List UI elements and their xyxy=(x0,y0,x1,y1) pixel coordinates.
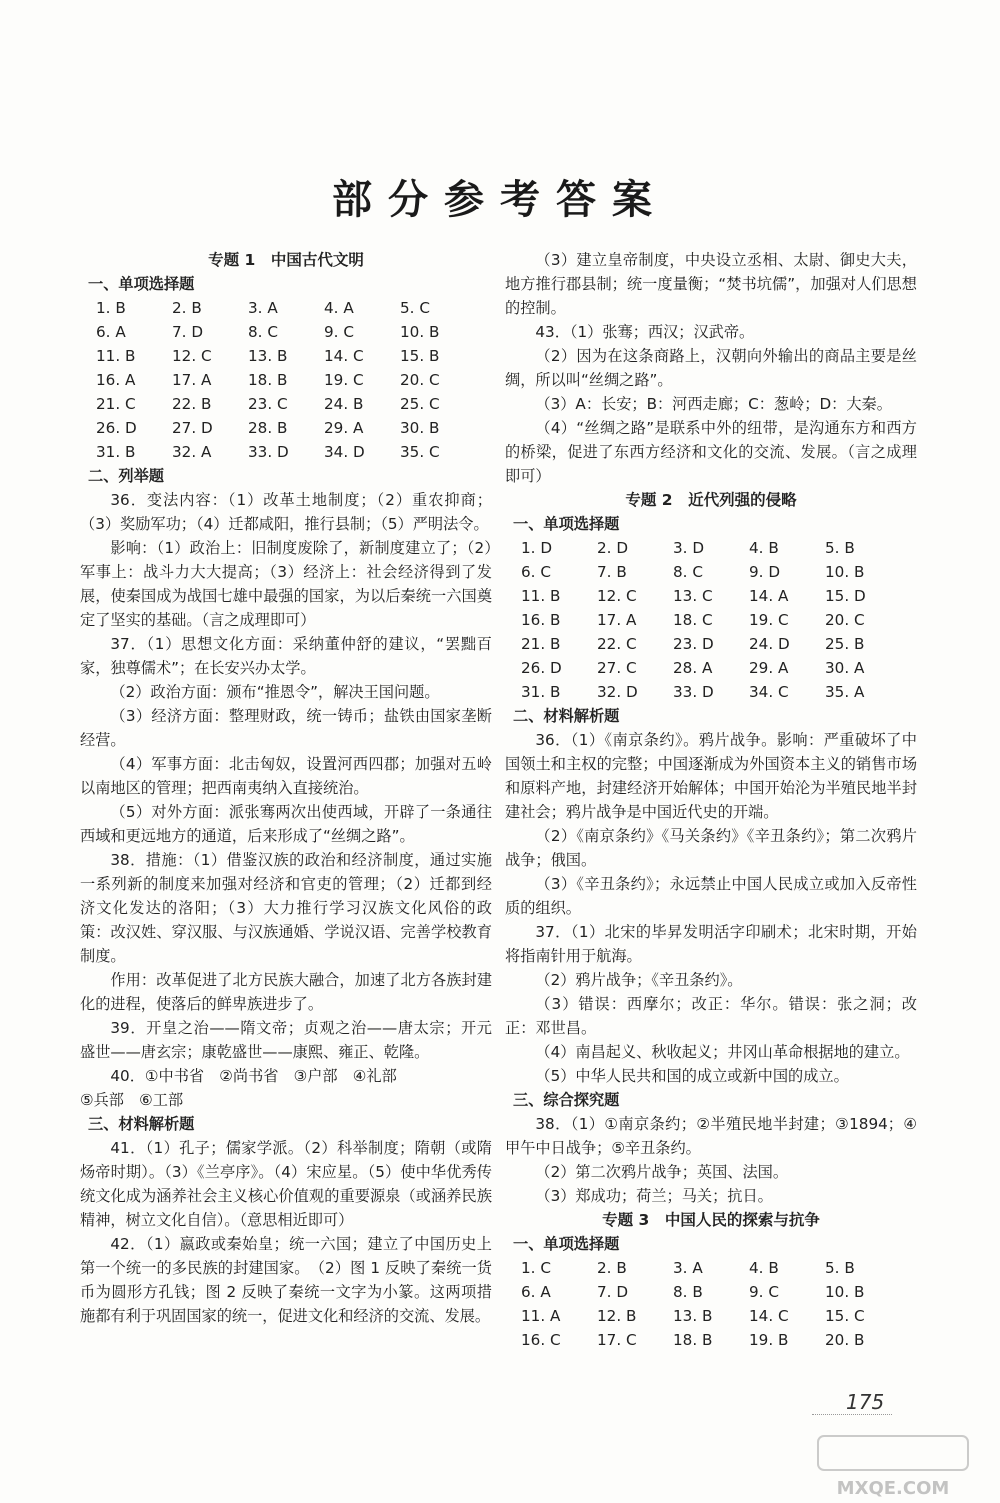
watermark-logo xyxy=(808,1430,978,1502)
answer-row xyxy=(80,320,492,344)
answer-cell: 3. D xyxy=(673,539,705,557)
answer-paragraph: （3）错误：西摩尔；改正：华尔。错误：张之洞；改正：邓世昌。 xyxy=(505,995,917,1037)
page-title: 部分参考答案 xyxy=(332,177,668,223)
answer-paragraph: 36．变法内容：（1）改革土地制度；（2）重农抑商；（3）奖励军功；（4）迁都咸阳，推行县制；（5）严明法令。 xyxy=(80,491,492,533)
section-title-3: 专题 3 中国人民的探索与抗争 xyxy=(602,1211,820,1229)
answer-cell: 7. B xyxy=(597,563,627,581)
answer-cell: 6. A xyxy=(96,323,126,341)
answer-paragraph: 影响：（1）政治上：旧制度废除了，新制度建立了；（2）军事上：战斗力大大提高；（3）经济上：社会经济得到了发展，使秦国成为战国七雄中最强的国家，为以后秦统一六国奠定了坚实的基础。（言之成理即可） xyxy=(80,539,492,629)
answer-paragraph: 41．（1）孔子；儒家学派。（2）科举制度；隋朝（或隋炀帝时期）。（3）《兰亭序》。（4）宋应星。（5）使中华优秀传统文化成为涵养社会主义核心价值观的重要源泉（或涵养民族精神，树立文化自信）。（意思相近即可） xyxy=(80,1139,492,1229)
answer-paragraph: 作用：改革促进了北方民族大融合，加速了北方各族封建化的进程，使落后的鲜卑族进步了。 xyxy=(80,971,492,1013)
answer-cell: 33. D xyxy=(673,683,714,701)
answer-cell: 10. B xyxy=(400,323,440,341)
answer-paragraph: （2）《南京条约》《马关条约》《辛丑条约》；第二次鸦片战争；俄国。 xyxy=(505,827,917,869)
answer-cell: 21. C xyxy=(96,395,136,413)
answer-cell: 11. B xyxy=(96,347,136,365)
answer-cell: 12. B xyxy=(597,1307,637,1325)
section-title-1: 专题 1 中国古代文明 xyxy=(208,251,364,269)
answer-cell: 26. D xyxy=(521,659,562,677)
answer-paragraph: （2）第二次鸦片战争；英国、法国。 xyxy=(535,1163,789,1181)
answer-cell: 7. D xyxy=(597,1283,629,1301)
answer-cell: 6. C xyxy=(521,563,551,581)
answer-cell: 4. A xyxy=(324,299,354,317)
answer-row xyxy=(80,440,492,464)
answer-cell: 23. C xyxy=(248,395,288,413)
answer-paragraph: 39．开皇之治——隋文帝；贞观之治——唐太宗；开元盛世——唐玄宗；康乾盛世——康熙、雍正、乾隆。 xyxy=(80,1019,492,1061)
answer-row xyxy=(505,680,917,704)
answer-cell: 21. B xyxy=(521,635,561,653)
answer-row xyxy=(80,296,492,320)
subheading: 三、综合探究题 xyxy=(513,1091,620,1109)
answer-row xyxy=(505,1328,917,1352)
answer-cell: 25. B xyxy=(825,635,865,653)
answer-grid-2 xyxy=(505,536,917,704)
page-number: 175 xyxy=(846,1390,885,1414)
answer-cell: 2. B xyxy=(172,299,202,317)
answer-cell: 16. A xyxy=(96,371,136,389)
subheading: 三、材料解析题 xyxy=(88,1115,195,1133)
answer-cell: 1. D xyxy=(521,539,553,557)
answer-row xyxy=(80,392,492,416)
answer-cell: 19. C xyxy=(324,371,364,389)
answer-cell: 11. B xyxy=(521,587,561,605)
answer-paragraph: （3）A：长安；B：河西走廊；C：葱岭；D：大秦。 xyxy=(535,395,892,413)
answer-paragraph: 38．（1）①南京条约；②半殖民地半封建；③1894；④甲午中日战争；⑤辛丑条约。 xyxy=(505,1115,917,1157)
answer-cell: 33. D xyxy=(248,443,289,461)
answer-grid-3 xyxy=(505,1256,917,1352)
answer-cell: 26. D xyxy=(96,419,137,437)
answer-row xyxy=(505,1280,917,1304)
answer-paragraph: （3）经济方面：整理财政，统一铸币；盐铁由国家垄断经营。 xyxy=(80,707,492,749)
answer-row xyxy=(80,368,492,392)
answer-row xyxy=(80,416,492,440)
answer-paragraph: ⑤兵部 ⑥工部 xyxy=(80,1091,184,1109)
answer-cell: 29. A xyxy=(749,659,789,677)
answer-cell: 3. A xyxy=(248,299,278,317)
answer-cell: 27. C xyxy=(597,659,637,677)
answer-cell: 20. C xyxy=(400,371,440,389)
answer-cell: 17. A xyxy=(597,611,637,629)
answer-cell: 22. B xyxy=(172,395,212,413)
answer-cell: 7. D xyxy=(172,323,204,341)
answer-row xyxy=(505,632,917,656)
answer-cell: 9. D xyxy=(749,563,781,581)
answer-cell: 34. D xyxy=(324,443,365,461)
answer-paragraph: （5）中华人民共和国的成立或新中国的成立。 xyxy=(535,1067,849,1085)
answer-paragraph: （5）对外方面：派张骞两次出使西域，开辟了一条通往西域和更远地方的通道，后来形成了“丝绸之路”。 xyxy=(80,803,492,845)
answer-row xyxy=(505,584,917,608)
section-title-2: 专题 2 近代列强的侵略 xyxy=(625,491,797,509)
answer-cell: 20. C xyxy=(825,611,865,629)
answer-paragraph: 40．①中书省 ②尚书省 ③户部 ④礼部 xyxy=(110,1067,397,1085)
subheading: 一、单项选择题 xyxy=(88,275,195,293)
answer-cell: 14. C xyxy=(749,1307,789,1325)
answer-cell: 35. C xyxy=(400,443,440,461)
subheading: 一、单项选择题 xyxy=(513,515,620,533)
answer-cell: 34. C xyxy=(749,683,789,701)
answer-paragraph: （3）建立皇帝制度，中央设立丞相、太尉、御史大夫，地方推行郡县制；统一度量衡；“焚书坑儒”，加强对人们思想的控制。 xyxy=(505,251,917,317)
answer-cell: 14. C xyxy=(324,347,364,365)
answer-row xyxy=(505,1304,917,1328)
svg-text:MXQE.COM: MXQE.COM xyxy=(836,1478,950,1499)
answer-paragraph: 42．（1）嬴政或秦始皇；统一六国；建立了中国历史上第一个统一的多民族的封建国家。 （2）图 1 反映了秦统一货币为圆形方孔钱；图 2 反映了秦统一文字为小篆。这两项措施都有利于巩固国家的统一，促进文化和经济的交流、发展。 xyxy=(80,1235,492,1325)
answer-cell: 10. B xyxy=(825,1283,865,1301)
answer-cell: 12. C xyxy=(597,587,637,605)
answer-cell: 13. C xyxy=(673,587,713,605)
answer-cell: 27. D xyxy=(172,419,213,437)
answer-paragraph: （4）南昌起义、秋收起义；井冈山革命根据地的建立。 xyxy=(535,1043,910,1061)
answer-cell: 30. B xyxy=(400,419,440,437)
answer-cell: 6. A xyxy=(521,1283,551,1301)
answer-cell: 8. C xyxy=(248,323,278,341)
answer-cell: 28. A xyxy=(673,659,713,677)
answer-cell: 18. C xyxy=(673,611,713,629)
answer-paragraph: （3）郑成功；荷兰；马关；抗日。 xyxy=(535,1187,773,1205)
answer-paragraph: （4）“丝绸之路”是联系中外的纽带，是沟通东方和西方的桥梁，促进了东西方经济和文化的交流、发展。（言之成理即可） xyxy=(505,419,917,485)
answer-cell: 1. C xyxy=(521,1259,551,1277)
subheading: 一、单项选择题 xyxy=(513,1235,620,1253)
answer-cell: 13. B xyxy=(248,347,288,365)
answer-cell: 17. A xyxy=(172,371,212,389)
answer-cell: 13. B xyxy=(673,1307,713,1325)
answer-cell: 18. B xyxy=(673,1331,713,1349)
answer-row xyxy=(505,1256,917,1280)
answer-cell: 15. D xyxy=(825,587,866,605)
answer-paragraph: （2）政治方面：颁布“推恩令”，解决王国问题。 xyxy=(110,683,440,701)
answer-row xyxy=(505,656,917,680)
answer-cell: 1. B xyxy=(96,299,126,317)
answer-cell: 8. B xyxy=(673,1283,703,1301)
answer-cell: 5. B xyxy=(825,539,855,557)
answer-cell: 12. C xyxy=(172,347,212,365)
answer-cell: 2. D xyxy=(597,539,629,557)
answer-row xyxy=(505,536,917,560)
answer-row xyxy=(80,344,492,368)
answer-cell: 20. B xyxy=(825,1331,865,1349)
subheading: 二、列举题 xyxy=(88,467,164,485)
answer-cell: 9. C xyxy=(324,323,354,341)
answer-cell: 15. B xyxy=(400,347,440,365)
answer-cell: 10. B xyxy=(825,563,865,581)
answer-cell: 5. B xyxy=(825,1259,855,1277)
answer-cell: 16. B xyxy=(521,611,561,629)
answer-paragraph: （4）军事方面：北击匈奴，设置河西四郡；加强对五岭以南地区的管理；把西南夷纳入直接统治。 xyxy=(80,755,492,797)
answer-row xyxy=(505,560,917,584)
dotted-rule xyxy=(812,1414,892,1415)
answer-cell: 32. D xyxy=(597,683,638,701)
answer-cell: 29. A xyxy=(324,419,364,437)
answer-cell: 16. C xyxy=(521,1331,561,1349)
answer-cell: 23. D xyxy=(673,635,714,653)
answer-cell: 31. B xyxy=(96,443,136,461)
answer-cell: 5. C xyxy=(400,299,430,317)
answer-cell: 28. B xyxy=(248,419,288,437)
answer-cell: 3. A xyxy=(673,1259,703,1277)
answer-paragraph: 38．措施：（1）借鉴汉族的政治和经济制度，通过实施一系列新的制度来加强对经济和官吏的管理；（2）迁都到经济文化发达的洛阳；（3）大力推行学习汉族文化风俗的政策：改汉姓、穿汉服、与汉族通婚、学说汉语、完善学校教育制度。 xyxy=(80,851,492,965)
answer-cell: 15. C xyxy=(825,1307,865,1325)
answer-row xyxy=(505,608,917,632)
answer-paragraph: 37．（1）思想文化方面：采纳董仲舒的建议，“罢黜百家，独尊儒术”；在长安兴办太学。 xyxy=(80,635,492,677)
answer-grid-1 xyxy=(80,296,492,464)
subheading: 二、材料解析题 xyxy=(513,707,620,725)
answer-cell: 24. D xyxy=(749,635,790,653)
answer-cell: 18. B xyxy=(248,371,288,389)
answer-cell: 9. C xyxy=(749,1283,779,1301)
answer-paragraph: 36．（1）《南京条约》。鸦片战争。影响：严重破坏了中国领土和主权的完整；中国逐渐成为外国资本主义的销售市场和原料产地，封建经济开始解体；中国开始沦为半殖民地半封建社会；鸦片战争是中国近代史的开端。 xyxy=(505,731,917,821)
answer-cell: 24. B xyxy=(324,395,364,413)
answer-cell: 14. A xyxy=(749,587,789,605)
answer-paragraph: 43．（1）张骞；西汉；汉武帝。 xyxy=(535,323,755,341)
answer-cell: 17. C xyxy=(597,1331,637,1349)
answer-cell: 25. C xyxy=(400,395,440,413)
answer-cell: 22. C xyxy=(597,635,637,653)
answer-cell: 32. A xyxy=(172,443,212,461)
answer-cell: 4. B xyxy=(749,539,779,557)
answer-cell: 2. B xyxy=(597,1259,627,1277)
answer-cell: 8. C xyxy=(673,563,703,581)
answer-cell: 30. A xyxy=(825,659,865,677)
answer-paragraph: 37．（1）北宋的毕昇发明活字印刷术；北宋时期，开始将指南针用于航海。 xyxy=(505,923,917,965)
answer-paragraph: （2）因为在这条商路上，汉朝向外输出的商品主要是丝绸，所以叫“丝绸之路”。 xyxy=(505,347,917,389)
answer-paragraph: （3）《辛丑条约》；永远禁止中国人民成立或加入反帝性质的组织。 xyxy=(505,875,917,917)
answer-cell: 4. B xyxy=(749,1259,779,1277)
right-column xyxy=(505,248,917,1352)
left-column xyxy=(80,248,492,1328)
answer-paragraph: （2）鸦片战争；《辛丑条约》。 xyxy=(535,971,743,989)
answer-cell: 35. A xyxy=(825,683,865,701)
answer-cell: 19. B xyxy=(749,1331,789,1349)
answer-cell: 19. C xyxy=(749,611,789,629)
answer-cell: 31. B xyxy=(521,683,561,701)
answer-cell: 11. A xyxy=(521,1307,561,1325)
